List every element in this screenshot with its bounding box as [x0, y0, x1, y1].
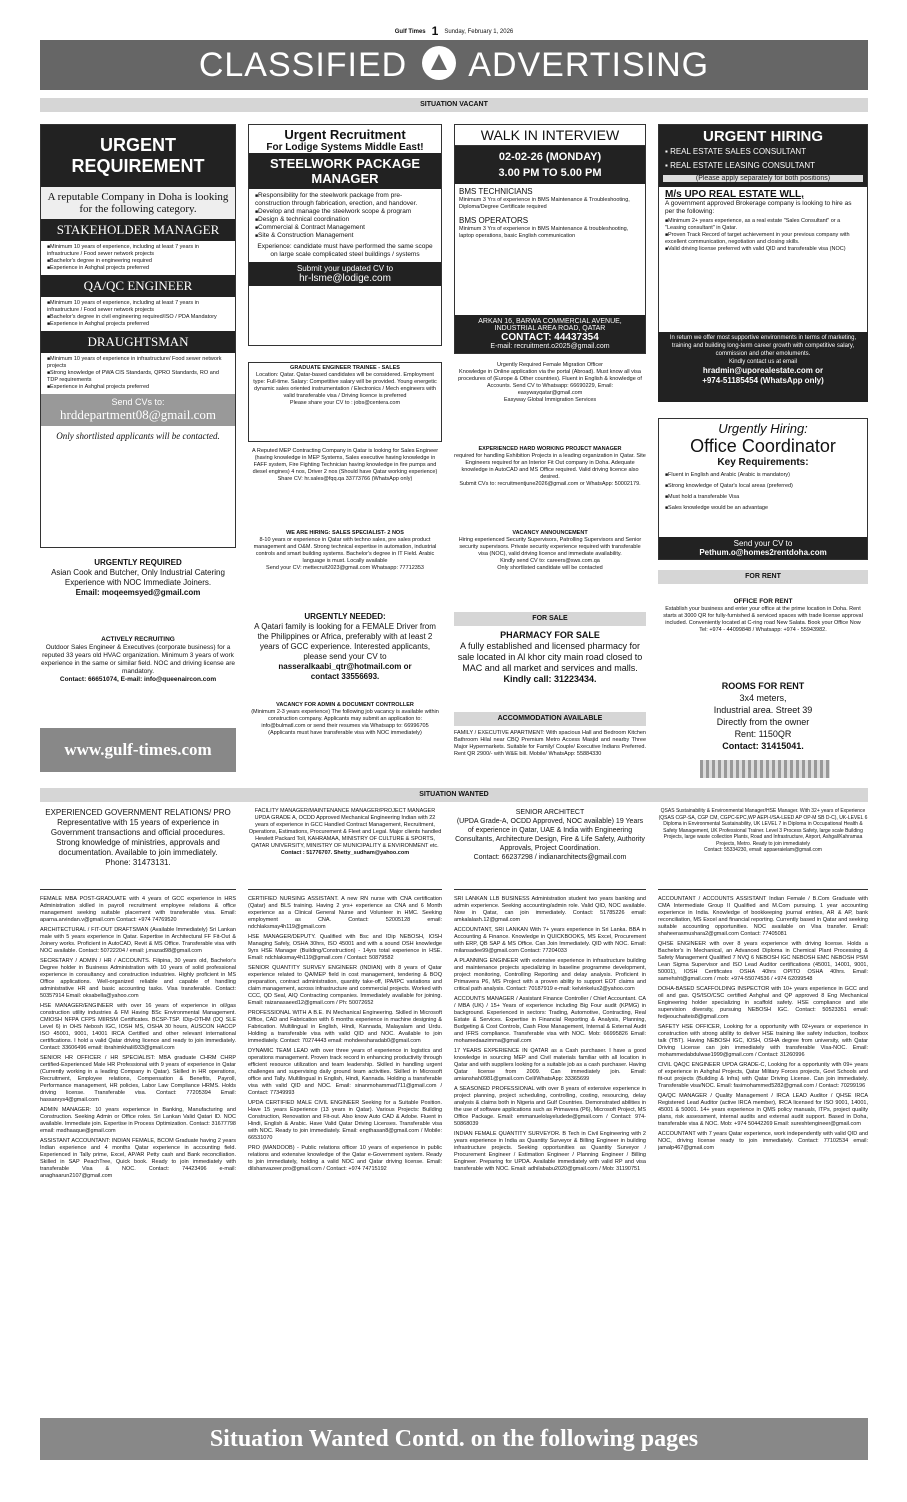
ad-title: EXPERIENCED HARD WORKING PROJECT MANAGER	[478, 446, 622, 452]
banner-right: ADVERTISING	[468, 46, 710, 84]
ad-office-coordinator	[658, 418, 868, 560]
send-cv-block	[41, 394, 235, 426]
duty-list	[249, 189, 441, 243]
wanted-column-3	[454, 896, 646, 1410]
ad-urgent-requirement	[40, 124, 236, 548]
listing: ADMIN MANAGER: 10 years experience in Banking, Manufacturing and Construction. Seeking Admin or Office roles. Sri Lankan Valid Qatari ID. NOC available. Immediate join. Expertise in Process Optimization. Contact: 31677798 email: msdhaaque@gmail.com	[40, 1107, 236, 1134]
decorative-stripe	[700, 760, 830, 778]
banner-left: CLASSIFIED	[198, 46, 408, 84]
list-item: ■ Fluent in English and Arabic (Arabic is mandatory)	[665, 470, 861, 481]
ad-steelwork	[248, 124, 442, 346]
role-detail: Minimum 3 Yrs of experience in BMS Maintenance & troubleshooting, laptop operations, basic English communication	[459, 226, 629, 239]
wanted-column-4	[658, 896, 868, 1410]
ad-title: Urgently Hiring:	[718, 421, 808, 436]
role-heading: QA/QC ENGINEER	[41, 275, 235, 297]
list-item: ■ Minimum 2+ years experience, as a real estate "Sales Consultant" or a "Leasing consultant" in Qatar.	[665, 218, 861, 232]
ad-title: Urgently Required Female Migration Officer	[497, 362, 603, 368]
continued-banner: Situation Wanted Contd. on the following pages	[40, 1418, 868, 1460]
ad-body: 8-10 years or experience in Qatar with techno sales, pre sales product management and O&M. Strong technical expertise in automation, industrial controls and smart building systems. Bachelor's degree in IT Field. Arabic language is must. Locally available	[253, 537, 437, 564]
listing: PRO (MANDOOB) - Public relations officer 10 years of experience in public relations and extensive knowledge of the Qatar e-Government system. Ready to join immediately, holding a valid NOC and Qatar driving license. Email: dilshanvazeer.pro@gmail.com / Contact: +974 74715192	[248, 1145, 442, 1172]
ad-document-controller	[248, 702, 442, 778]
phone: Phone: 31473131.	[105, 858, 171, 867]
role: REAL ESTATE LEASING CONSULTANT	[670, 161, 815, 170]
listing: A PLANNING ENGINEER with extensive experience in infrastructure building and maintenance projects specializing in baseline programme development, project monitoring, Controlling Reporting and delay analysis. Proficient in Primavera P6, MS Project with a proven ability to support EOT claims and critical path analysis. Contact: 70187919 e-mail: kelvinkelux2@yahoo.com	[454, 958, 646, 992]
wanted-sustainability	[658, 808, 868, 890]
ad-title: URGENTLY REQUIRED	[94, 558, 182, 567]
ad-vacancy-announcement	[454, 530, 646, 602]
detail: Industrial area. Street 39	[713, 705, 813, 715]
listing: A SEASONED PROFESSIONAL with over 8 years of extensive experience in project planning, project scheduling, controlling, costing, resourcing, delay analysis & claims both in Nigeria and Gulf Countries. Demonstrated abilities in the use of software applications such as Primavera (P6), Microsoft Project, MS Office Package. Email: emmanuelolayeludede@gmail.com / Contact: 974-50868039	[454, 1086, 646, 1127]
ad-office-for-rent	[658, 598, 868, 672]
listing: ACCOUNTS MANAGER / Assistant Finance Controller / Chief Accountant. CA / MBA (UK) / 15+ Years of experience including Big Four audit (KPMG) in background. Experienced in sectors: Trading, Automotive, Contracting, Real Estate & Services. Expertise in Financial Reporting & Analysis, Planning, Budgeting & Cost Controls, Cash Flow Management, Internal & External Audit and IFRS compliance. Transferable visa with NOC. Mob: 66995826 Email: mohamedaazimma@gmail.com	[454, 996, 646, 1044]
list-item: ■ Bachelor's degree in civil engineering required/ISO / PDA Mandatory	[47, 314, 229, 321]
ad-title: VACANCY ANNOUNCEMENT	[512, 530, 588, 536]
website-banner: www.gulf-times.com	[40, 728, 236, 772]
listing: 17 YEARS EXPERIENCE IN QATAR as a Cash purchaser. I have a good knowledge in sourcing MEP and Civil materials familiar with all location in Qatar and with suppliers looking for a suitable job as a cash purchaser. Having Qatar license from 2009. Can immediately join. Email: amianshah0981@gmail.com Cell/WhatsApp: 33365699	[454, 1048, 646, 1082]
email: hr-lsme@lodige.com	[299, 273, 391, 284]
ad-title: ACTIVELY RECRUITING	[101, 636, 175, 643]
ad-pharmacy	[454, 630, 646, 706]
ad-body: (UPDA Grade-A, OCDD Approved, NOC available) 19 Years of experience in Qatar, UAE & India with Engineering Consultants, Architecture Design, Fire & Life Safety, Authority Approvals, Project Coordination.	[455, 818, 645, 852]
ad-body: Knowledge in Online application via the portal (Abroad). Must know all visa procedures of (Europe & Other countries). Fluent in English & knowledge of Accounts. Send CV to Whatsapp: 66690229, Email: easywayqatar@gmail.com	[458, 369, 642, 396]
listing: DOHA-BASED SCAFFOLDING INSPECTOR with 10+ years experience in GCC and oil and gas. QS/ISO/CSC certified Ashghal and QP approved 8 Eng Mechanical Engineering holder specializing in scaffold safety. HSE compliance and site supervision diversity, pursuing NEBOSH IGC. Contact: 50523351 email: fedjeouchaiteis8@gmail.com	[658, 986, 868, 1020]
note: (Please apply separately for both positions)	[663, 175, 863, 182]
contact: Send your CV: mettecruit2023@gmail.com Whatsapp: 77712353	[266, 565, 424, 571]
listing: SENIOR HR OFFICER / HR SPECIALIST: MBA graduate CHRM CHRP certified-Experienced Male HR Professional with 9 years of experience in Qatar (Currently working in a leading Company in Qatar). Skilled in HR operations, Recruitment, Employee relations, Compensation & Benefits, Payroll, Performance management, HR policies, Labor Law Compliance HRMS. Holds driving license. Transferable visa. Contact: 77205394 Email: hassanrys4@gmail.com	[40, 1055, 236, 1103]
wanted-senior-architect	[454, 808, 646, 890]
ad-body: Asian Cook and Butcher, Only Industrial Catering Experience with NOC Immediate Joiners.	[51, 568, 225, 587]
role-list	[41, 353, 235, 394]
note: Only shortlisted applicants will be contacted.	[56, 431, 220, 441]
ad-female-driver	[248, 612, 442, 698]
ad-body: A government approved Brokerage company is looking to hire as per the following:	[665, 200, 852, 215]
role-heading: BMS TECHNICIANS	[459, 187, 533, 196]
note: Only shortlisted candidate will be contacted	[497, 565, 603, 571]
role: REAL ESTATE SALES CONSULTANT	[670, 147, 807, 156]
ad-intro: A reputable Company in Doha is looking for the following category.	[41, 187, 235, 219]
role-heading: DRAUGHTSMAN	[41, 331, 235, 353]
contact: Kindly send CV to: careers@sws.com.qa	[500, 558, 600, 564]
listing: CERTIFIED NURSING ASSISTANT. A new RN nurse with CNA certification (Qatar) and BLS training. Having 2 yrs+ experience as CNA and 6 Month experience as a Clinical General Nurse and Volunteer in HMC. Seeking employment as CNA. Contact: 52005128 email: ndchlaksmay4h119@gmail.com	[248, 896, 442, 930]
section-accommodation: ACCOMMODATION AVAILABLE	[454, 712, 646, 726]
contact: Contact: 66237298 / indianarchitects@gmail.com	[473, 854, 627, 861]
contact: Please share your CV to : jobs@centera.com	[289, 400, 401, 406]
send-label: Send CVs to:	[111, 397, 165, 407]
email: E-mail: recruitment.o2025@gmail.com	[490, 343, 610, 350]
interview-date: 02-02-26 (MONDAY)	[498, 151, 602, 163]
contact: Contact : 51776707. Shetty_sudham@yahoo.com	[280, 850, 410, 856]
section-for-sale: FOR SALE	[454, 612, 646, 626]
ad-sales-specialist	[248, 530, 442, 606]
wanted-facility-manager	[248, 808, 442, 890]
ad-body: Establish your business and enter your office at the prime location in Doha. Rent starts at 3000 QR for fully-furnished & serviced spaces with trade license approval included. Conveniently located at C-ring road New Salata. Book your Office Now	[663, 606, 863, 626]
ad-rooms-for-rent	[658, 680, 868, 758]
list-item: ■ Minimum 10 years of experience, including at least 7 years in infrastructure / Food sewer network projects	[47, 244, 229, 258]
ad-title: URGENTLY NEEDED:	[304, 612, 386, 621]
requirement-list	[665, 216, 861, 253]
requirement-list	[659, 468, 867, 516]
ad-body: (Minimum 2-3 years experience) The following job vacancy is available within construction company. Applicants may submit an application to: info@bulmatl.com or send their resumes via Whatsapp to: 66996705 (Applicants must have transferable visa with NOC immediately)	[251, 709, 439, 736]
listing: ASSISTANT ACCOUNTANT: INDIAN FEMALE, BCOM Graduate having 2 years Indian experience and 4 months Qatar experience in accounting field. Experienced in Tally prime, Excel, AP/AR Petty cash and Bank reconciliation. Skilled in SAP PeachTree, Quick book. Ready to join immediately with transferable Visa & NOC. Contact: 74423496 e-mail: anaghaarun2107@gmail.com	[40, 1138, 236, 1179]
ship-logo-icon	[422, 46, 456, 80]
list-item: ■ Develop and manage the steelwork scope & program	[255, 208, 435, 216]
ad-body: A Qatari family is looking for a FEMALE Driver from the Philippines or Africa, preferably with at least 2 years of GCC experience. Interested applicants, please send your CV to	[254, 622, 436, 661]
contact: Contact: 66651074, E-mail: info@queenaircon.com	[59, 676, 217, 683]
list-item: ■ Minimum 10 years of experience, including at least 7 years in infrastructure / Food sewer network projects	[47, 300, 229, 314]
ad-title: WALK IN INTERVIEW	[455, 125, 645, 146]
ad-mep-contracting	[248, 448, 442, 526]
ad-title: GRADUATE ENGINEER TRAINEE - SALES	[290, 365, 400, 371]
listing: HSE MANAGER/DEPUTY. Qualified with Bsc and IDip NEBOSH, IOSH Managing Safely, OSHA 30hrs, ISO 45001 and with a sound OSH knowledge 9yrs HSE Manager (Building/Construction) - 14yrs total experience in HSE. Email: ndchlaksmay4h119@gmail.com / Contact: 50879582	[248, 934, 442, 961]
contact: Submit CVs to: recruitmentjune2026@gmail.com or WhatsApp: 50002179.	[459, 481, 641, 487]
ad-migration-officer	[454, 362, 646, 438]
listing: SECRETARY / ADMIN / HR / ACCOUNTS. Filipina, 30 years old, Bachelor's Degree holder in Business Administration with 10 years of solid professional experience in consultancy and construction industries. Highly proficient in MS Office applications. Well-organized reliable and capable of handling administrative HR and basic accounting tasks. Visa transferable. Contact: 50357914 Email: oksabella@yahoo.com	[40, 958, 236, 999]
ad-title: SENIOR ARCHITECT	[515, 809, 585, 816]
requirements-heading: Key Requirements:	[717, 457, 809, 468]
ad-body: Location: Qatar. Qatar-based candidates will be considered. Employment type: Full-time. Salary: Competitive salary will be provided. Young energetic dynamic sales oriented instrumentation / Electronics / Mech engineers with valid transferable visa / Driving licence is preferred	[253, 372, 437, 399]
ad-body: Outdoor Sales Engineer & Executives (corporate business) for a reputed 33 years old HVAC organization. Minimum 3 years of work experience in the same or similar field. NOC and driving license are mandatory.	[40, 644, 235, 675]
contact: Kindly call: 31223434.	[503, 674, 597, 684]
role-detail: Minimum 3 Yrs of experience in BMS Maintenance & Troubleshooting, Diploma/Degree Certificate required	[459, 197, 630, 210]
list-item: ■ Experience in Ashghal projects preferred	[47, 384, 229, 391]
company: M/s UPO REAL ESTATE WLL,	[665, 189, 804, 200]
send-label: Send your CV to	[733, 539, 793, 548]
listing: CIVIL QAQC ENGINEER UPDA GRADE-C, Looking for a opportunity with 09+ years of experience in Ashghal Projects, Qatar Military Forces projects, Govt Schools and fit-out projects (Building & Infra) with Qatar Driving License. Can join immediately. Transferable visa/NOC. Email: fasimohammed5282@gmail.com / Contact: 70299196	[658, 1062, 868, 1089]
ad-graduate-trainee	[248, 362, 442, 442]
ad-body: required for handling Exhibition Projects in a leading organization in Qatar. Site Engineers required for an Interior Fit Out company in Doha. Adequate knowledge in AutoCAD and MS Office required. Valid driving licence also desired.	[454, 453, 646, 480]
section-situation-vacant: SITUATION VACANT	[40, 98, 868, 112]
email: Email: moqeemsyed@gmail.com	[75, 588, 201, 597]
address: ARKAN 16, BARWA COMMERCIAL AVENUE, INDUSTRIAL AREA ROAD, QATAR	[478, 318, 622, 332]
ad-title: ROOMS FOR RENT	[721, 681, 805, 691]
list-item: ■ Site & Construction Management	[255, 232, 435, 240]
detail: 3x4 meters,	[739, 693, 787, 703]
page-number: 1	[431, 24, 439, 38]
email: hrddepartment08@gmail.com	[59, 407, 216, 422]
ad-body: A Reputed MEP Contracting Company in Qatar is looking for Sales Engineer (having knowledge in MEP Systems, Sales executive having knowledge in FAFF system, Fire Fighting Technician having knowledge in fire pumps and diesel engines) 4 nos, Driver 2 nos (Should have Qatar working experience)	[251, 448, 439, 475]
ad-body: A fully established and licensed pharmacy for sale located in Al khor city main road closed to MAC and all market and services and malls.	[457, 641, 643, 673]
listing: ARCHITECTURAL / FIT-OUT DRAFTSMAN (Available Immediately) Sri Lankan male with 5 years experience in Qatar. Expertise in Architectural FF Fit-Out & Joinery works. Proficient in AutoCAD, Revit & MS Office. Transferable visa with NOC available. Contact: 50722204 / email: j.mazad98@gmail.com	[40, 927, 236, 954]
detail: Directly from the owner	[716, 717, 810, 727]
list-item: ■ Experience in Ashghal projects preferred	[47, 321, 229, 328]
ad-project-manager	[454, 446, 646, 522]
list-item: ■ Strong knowledge of PWA CIS Standards, QPRO Standards, RO and TDP requirements	[47, 370, 229, 384]
ad-title: URGENT HIRING	[703, 128, 823, 145]
contact-label: Kindly contact us at email	[728, 359, 798, 365]
ad-title: Urgent Recruitment	[284, 127, 406, 142]
ad-title: WE ARE HIRING: SALES SPECIALIST- 2 NOS	[286, 530, 404, 536]
phone: +974-51185454 (WhatsApp only)	[702, 376, 824, 385]
listing: SRI LANKAN LLB BUSINESS Administration student two years banking and admin experience. Seeking accounting/admin role. Valid QID, NOC available. Now in Qatar, can join immediately. Contact: 51785226 email: amkalalash.12@gmail.com	[454, 896, 646, 923]
phone: contact 33556693.	[310, 672, 380, 681]
section-situation-wanted: SITUATION WANTED	[40, 788, 868, 802]
wanted-column-2	[248, 896, 442, 1410]
ad-body: QSAS Sustainability & Environmental Manager/HSE Manager. With 32+ years of Experience (QSAS CGP-SA, CGP CM, CGPC-EPC,WP AEPI-I/SA-LEED AP OP-M SB D-C), UK-LEVEL 6 Diploma in Environmental Sustainability, UK LEVEL 7 in Diploma in Occupational Health & Safety Management, UK Professional Trainer. Level 3 Process Safety, large scale Building Projects, large waste collection Plants, Road and Infrastructure, Airport, Ashgal/Kahramaa Projects, Metro. Ready to join immediately	[658, 808, 868, 847]
company: Easyway Global Immigration Services	[503, 397, 597, 403]
listing: ACCOUNTANT, SRI LANKAN With 7+ years experience in Sri Lanka. BBA in Accounting & Finance. Knowledge in QUICKBOOKS, MS Excel, Procurement with ERP, QB SAP & MS Office. Can Join Immediately. QID with NOC. Email: milansadee99@gmail.com Contact: 77204033	[454, 927, 646, 954]
email: Pethum.o@homes2rentdoha.com	[699, 548, 827, 557]
list-item: ■ Minimum 10 years of experience in infrastructure/ Food sewer network projects	[47, 356, 229, 370]
listing: INDIAN FEMALE QUANTITY SURVEYOR. B Tech in Civil Engineering with 2 years experience in India as Quantity Surveyor & Billing Engineer in building infrastructure projects. Seeking opportunities as Quantity Surveyor / Procurement Engineer / Estimation Engineer / Planning Engineer / Billing Engineer. Preparing for UPDA. Available immediately with valid RP and visa transferable with NOC. Email: adhilababu2020@gmail.com / Mob: 31190751	[454, 1131, 646, 1172]
listing: QHSE ENGINEER with over 8 years experience with driving license. Holds a Bachelor's in Mechanical, an Advanced Diploma in Chemical Plant Processing & Safety Management Qualified 7 NVQ 6 NEBOSH IGC NEBOSH EMC NEBOSH PSM Lean Sigma Supervisor and ISO Lead Auditor certifications (45001, 14001, 9001, 50001), IOSH Certificates OSHA 40hrs OPITO OSHA 40hrs. Email: samehsht@gmail.com / mob: +974-55074536 / +974 62099548	[658, 941, 868, 982]
experience: Experience: candidate must have performed the same scope on large scale complicated steel buildings / systems	[257, 243, 433, 258]
list-item: ■ Bachelor's degree in engineering required	[47, 258, 229, 265]
contact: Contact: 31415041.	[722, 741, 804, 751]
ad-family-apartment: FAMILY / EXECUTIVE APARTMENT: With spacious Hall and Bedroom Kitchen Bathroom Hilal near CBQ Premium Metro Access Masjid and nearby Three Major Hypermarkets. Suitable for Family/ Couple/ Executive Indians Preferred. Rent QR 2900/- with W&E bill. Mobile/ WhatsApp: 55884330	[454, 730, 646, 757]
contact: Contact: 55334230, email: appaeraielam@gmail.com	[704, 847, 822, 853]
ad-body: Hiring experienced Security Supervisors, Patrolling Supervisors and Senior security supervisors. Private security experience required with transferable visa (NOC), valid driving licence and immediate availability.	[458, 537, 642, 557]
listing: HSE MANAGER/ENGINEER with over 16 years of experience in oil/gas construction utility industries & FM Having BSc Environmental Management. CMIOSH NFPA CFPS MIIRSM Certificates. BCSP-TSP. IDip-OTHM (DQ SLE Level 6) in OHS Nebosh IGC, IOSH MS, OSHA 30 hours, AUSCON HACCP ISO 45001, 9001, 14001 IRCA Certified and other relevant international certifications. I hold a valid Qatar driving licence and ready to join immediately. Contact: 33606496 email: ibrahimkhalil933@gmail.com	[40, 1003, 236, 1051]
ad-urgent-hiring-contact	[658, 332, 868, 402]
role-heading: BMS OPERATORS	[459, 216, 529, 225]
wanted-pro	[40, 808, 236, 890]
listing: SENIOR QUANTITY SURVEY ENGINEER (INDIAN) with 8 years of Qatar experience related to QA/MEP field in cost management, tendering & BOQ preparation, contract administration, quantity take-off, IPA/IPC variations and claim management, across infrastructure and commercial projects. Worked with CCC, QD Seal, AIQ Contracting companies. Immediately available for joining. Email: raizanasaeed12@gmail.com / Ph: 50072652	[248, 965, 442, 1006]
section-for-rent: FOR RENT	[658, 570, 868, 584]
list-item: ■ Commercial & Contract Management	[255, 224, 435, 232]
list-item: ■ Must hold a transferable Visa	[665, 492, 861, 503]
listing: QA/QC MANAGER / Quality Management / IRCA LEAD Auditor / QHSE IRCA Registered Lead Auditor (active IRCA member), IRCA licensed for ISO 9001, 14001, 45001 & 50001. 14+ years experience in QMS policy manuals, ITPs, project quality plans, risk assessment, internal audits and external audit support. Based in Doha, transferable visa & NOC. Mob: +974 50442269 Email: sureshtengineer@gmail.com	[658, 1093, 868, 1127]
list-item: ■ Strong knowledge of Qatar's local areas (preferred)	[665, 481, 861, 492]
ad-actively-recruiting	[40, 636, 236, 718]
ad-title: OFFICE FOR RENT	[733, 598, 793, 605]
job-title: STEELWORK PACKAGE MANAGER	[249, 153, 441, 189]
ad-subtitle: For Lodige Systems Middle East!	[266, 142, 424, 153]
listing: PROFESSIONAL WITH A B.E. IN Mechanical Engineering. Skilled in Microsoft Office, CAD and Fabrication with 6 months experience in machine designing & Fabrication. Multilingual in English, Hindi, Kannada, Malayalam and Urdu. Holding a transferable visa with valid QID and NOC. Available to join immediately. Contact: 70274443 email: mohdeesharadab0@gmail.com	[248, 1010, 442, 1044]
cv-label: Submit your updated CV to	[296, 264, 394, 273]
list-item: ■ Sales knowledge would be an advantage	[665, 503, 861, 514]
paper-name: Gulf Times	[394, 29, 426, 35]
list-item: ■ Experience in Ashghal projects preferred	[47, 265, 229, 272]
email: nasseralkaabi_qtr@hotmail.com or	[278, 662, 412, 671]
ad-body: FACILITY MANAGER/MAINTENANCE MANAGER/PROJECT MANAGER UPDA GRADE A, OCDD Approved Mechanical Engineering Indian with 22 years of experience in GCC Handled Contract Management, Recruitment, Operations, Estimations, Procurement & Fleet and Legal. Major clients handled Hewlett Packard Toll, KAHRAMAA, MINISTRY OF CULTURE & SPORTS, QATAR UNIVERSITY, MINISTRY OF MUNICIPALITY & ENVIRONMENT etc.	[248, 808, 442, 849]
list-item: ■ Proven Track Record of target achievement in your previous company with excellent communication, negotiation and closing skills.	[665, 232, 861, 246]
ad-walk-in-interview	[454, 124, 646, 354]
role-heading: STAKEHOLDER MANAGER	[41, 219, 235, 241]
role-list	[41, 241, 235, 275]
email: hradmin@uporealestate.com or	[702, 366, 824, 375]
ad-title: VACANCY FOR ADMIN & DOCUMENT CONTROLLER	[276, 702, 414, 708]
ad-cook-butcher	[40, 558, 236, 628]
detail: Rent: 1150QR	[734, 729, 792, 739]
listing: FEMALE MBA POST-GRADUATE with 4 years of GCC experience in HRS Administration skilled in payroll recruitment employee relations & office management seeking suitable placement with transferable visa. Email: aparna.arvindan.v@gmail.com Contact: +974 74769520	[40, 896, 236, 923]
masthead	[40, 22, 868, 38]
list-item: ■ Valid driving license preferred with valid QID and transferable visa (NOC)	[665, 246, 861, 253]
list-item: ■ Responsibility for the steelwork package from pre-construction through fabrication, erection, and handover.	[255, 192, 435, 208]
contact: Share CV: hr.sales@fqq.qa 33773766 (WhatsApp only)	[277, 476, 413, 482]
ad-title: PHARMACY FOR SALE	[500, 630, 600, 640]
ad-title: URGENT REQUIREMENT	[41, 125, 235, 187]
listing: ACCOUNTANT with 7 years Qatar experience, work independently with valid QID and NOC, driving license ready to join immediately. Contact: 77102534 email: jamalp467@gmail.com	[658, 1131, 868, 1151]
contact: CONTACT: 44437354	[501, 332, 599, 343]
job-title: Office Coordinator	[690, 436, 836, 456]
contact: Tel: +974 - 44099848 / Whatsapp: +974 - 55943982.	[699, 627, 827, 633]
listing: SAFETY HSE OFFICER, Looking for a opportunity with 02+years or experience in construction with strong ability to deliver HSE training like safety induction, toolbox talk (TBT). Having NEBOSH IGC, IOSH, OSHA degree from university, with Qatar Driving License can join immediately with transferable Visa-NOC. Email: mohammedabdulwae1999@gmail.com / Contact: 31260996	[658, 1024, 868, 1058]
wanted-column-1	[40, 896, 236, 1410]
ad-urgent-hiring: URGENT HIRING ▪ REAL ESTATE SALES CONSULTANT ▪ REAL ESTATE LEASING CONSULTANT (Please apply separately for both positions) M/s UPO REAL ESTATE WLL, A government approved Brokerage company is looking to hire as per the following: ■ Minimum 2+ years experience, as a real estate "Sales Consultant" or a "Leasing consultant" in Qatar. ■ Proven Track Record of target achievement in your previous company with excellent communication, negotiation and closing skills. ■ Valid driving license preferred with valid QID and transferable visa (NOC)	[658, 124, 868, 360]
interview-time: 3.00 PM TO 5.00 PM	[498, 167, 602, 179]
classified-banner	[40, 40, 868, 90]
issue-date: Sunday, February 1, 2026	[444, 29, 514, 35]
listing: DYNAMIC TEAM LEAD with over three years of experience in logistics and operations management. Proven track record in enhancing productivity through efficient resource utilization and team leadership. Skilled in handling urgent challenges and supervising daily ground team activities. Skilled in Microsoft office and Tally. Multilingual in English, Hindi, Kannada. Holding a transferable visa with valid QID and NOC. Email: sinanmohammad711@gmail.com / Contact: 77349993	[248, 1048, 442, 1096]
listing: UPDA CERTIFIED MALE CIVIL ENGINEER Seeking for a Suitable Position. Have 15 years Experience (13 years in Qatar). Various Projects: Building Construction, Renovation and Fit-out. Also know Auto CAD & Adobe. Fluent in Hindi, English & Arabic. Have Valid Qatar Driving Licenses. Transferable visa with NOC. Ready to join immediately. Email: engthasan8@gmail.com / Mobile: 66531070	[248, 1100, 442, 1141]
listing: ACCOUNTANT / ACCOUNTS ASSISTANT Indian Female / B.Com Graduate with CMA Intermediate Group II Qualified and M.Com pursuing. 1 year accounting experience in India. Knowledge of bookkeeping journal entries, AR & AP, bank reconciliation, MS Excel and financial reporting. Currently based in Qatar and seeking suitable accounting opportunities. NOC available on Visa transfer. Email: shaheerasmushara2@gmail.com Contact: 77405081	[658, 896, 868, 937]
list-item: ■ Design & technical coordination	[255, 216, 435, 224]
role-list	[41, 297, 235, 331]
offer: In return we offer most supportive environments in terms of marketing, training and building long-term career growth with competitive salary, commission and other emoluments.	[669, 335, 857, 357]
ad-body: EXPERIENCED GOVERNMENT RELATIONS/ PRO Representative with 15 years of experience in Government transactions and official procedures. Strong knowledge of ministries, approvals and documentation. Available to join immediately.	[45, 808, 231, 857]
